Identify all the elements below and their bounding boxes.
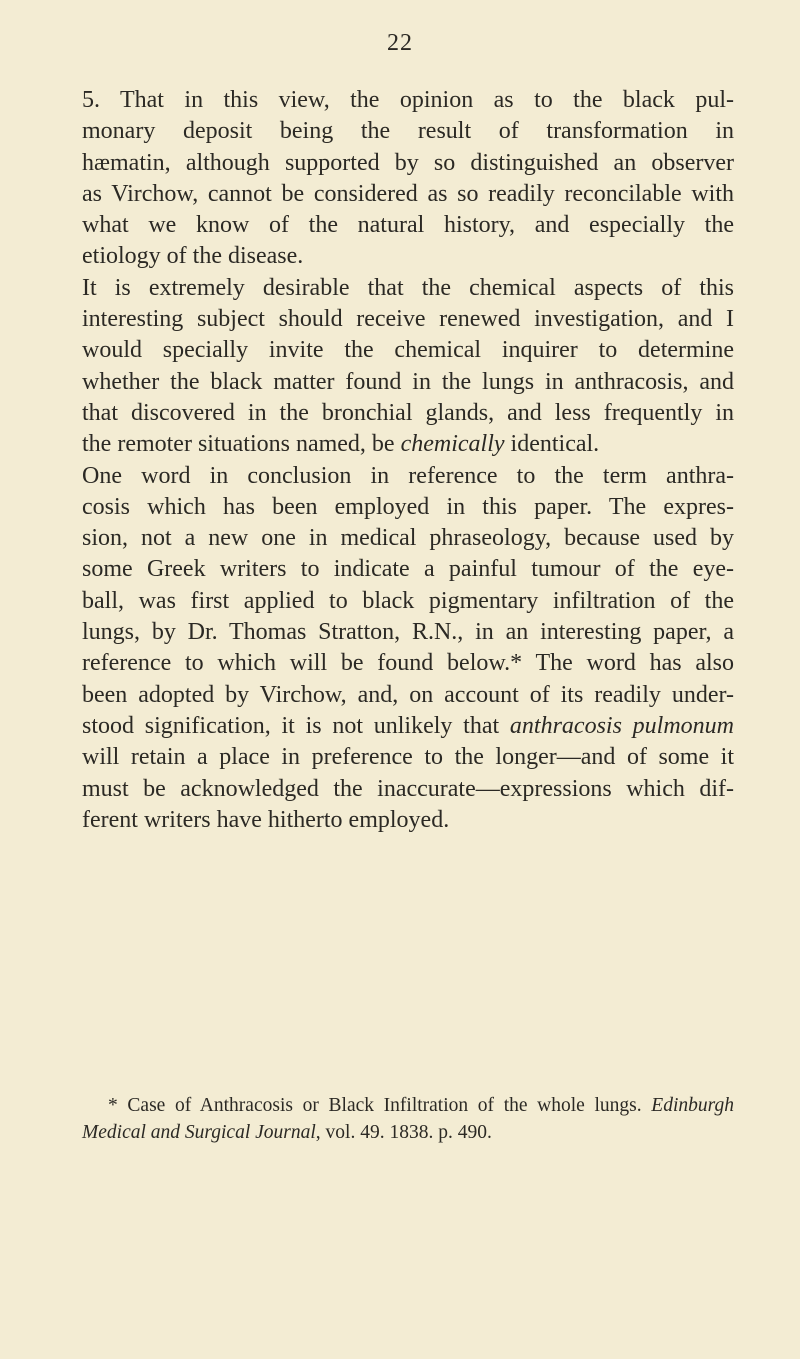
text-run: 5. That in this view, the opinion as to the black pul- <box>82 87 734 113</box>
text-line <box>82 241 734 272</box>
text-line <box>82 116 734 147</box>
page-number: 22 <box>387 30 413 56</box>
text-line <box>82 398 734 429</box>
text-run: , vol. 49. 1838. p. 490. <box>315 1122 492 1143</box>
text-run: cosis which has been employed in this paper. The expres- <box>82 493 734 520</box>
text-line <box>82 273 734 304</box>
text-line <box>82 335 734 366</box>
text-run: One word in conclusion in reference to the term anthra- <box>82 462 734 489</box>
text-run: It is extremely desirable that the chemical aspects of this <box>82 274 734 301</box>
text-line <box>82 148 734 179</box>
body-text <box>82 85 734 836</box>
text-line <box>82 774 734 805</box>
text-line <box>82 523 734 554</box>
text-line <box>82 367 734 398</box>
footnote-line <box>82 1119 734 1146</box>
italic-run: Medical and Surgical Journal <box>82 1122 316 1143</box>
text-run: that discovered in the bronchial glands, and less frequently in <box>82 399 734 426</box>
text-run: what we know of the natural history, and especially the <box>82 212 734 239</box>
italic-run: anthracosis pulmonum <box>509 712 734 739</box>
text-line <box>82 179 734 210</box>
text-run: hæmatin, although supported by so distinguished an observer <box>82 149 734 176</box>
text-line <box>82 680 734 711</box>
text-run: would specially invite the chemical inquirer to determine <box>82 337 734 364</box>
text-run: the remoter situations named, be <box>82 431 401 458</box>
footnote-line <box>82 1092 734 1119</box>
text-line <box>82 805 734 836</box>
italic-run: chemically <box>400 431 505 458</box>
text-line <box>82 586 734 617</box>
text-line <box>82 492 734 523</box>
text-run: ball, was first applied to black pigmentary infiltration of the <box>82 587 734 614</box>
text-run: * Case of Anthracosis or Black Infiltration of the whole lungs. <box>108 1095 652 1116</box>
text-line <box>82 711 734 742</box>
text-run: will retain a place in preference to the longer—and of some it <box>82 744 734 771</box>
text-run: been adopted by Virchow, and, on account of its readily under- <box>82 681 734 708</box>
text-line <box>82 648 734 679</box>
text-run: sion, not a new one in medical phraseology, because used by <box>82 525 734 552</box>
text-run: whether the black matter found in the lungs in anthracosis, and <box>82 368 734 395</box>
text-run: interesting subject should receive renewed investigation, and I <box>82 306 734 333</box>
text-line <box>82 742 734 773</box>
text-line <box>82 210 734 241</box>
text-run: etiology of the disease. <box>82 243 304 270</box>
text-run: ferent writers have hitherto employed. <box>82 806 450 833</box>
text-line <box>82 85 734 116</box>
footnote <box>82 1092 734 1146</box>
text-run: some Greek writers to indicate a painful tumour of the eye- <box>82 556 734 583</box>
text-run: stood signification, it is not unlikely that <box>82 712 510 739</box>
text-line <box>82 461 734 492</box>
text-run: must be acknowledged the inaccurate—expressions which dif- <box>82 775 734 802</box>
text-line <box>82 554 734 585</box>
text-run: monary deposit being the result of transformation in <box>82 118 734 145</box>
italic-run: Edinburgh <box>651 1095 734 1116</box>
text-run: reference to which will be found below.* The word has also <box>82 650 734 677</box>
text-line <box>82 617 734 648</box>
text-run: as Virchow, cannot be considered as so readily reconcilable with <box>82 180 734 207</box>
text-run: lungs, by Dr. Thomas Stratton, R.N., in an interesting paper, a <box>82 619 734 646</box>
text-line <box>82 304 734 335</box>
text-line <box>82 429 734 460</box>
text-run: identical. <box>504 431 600 458</box>
